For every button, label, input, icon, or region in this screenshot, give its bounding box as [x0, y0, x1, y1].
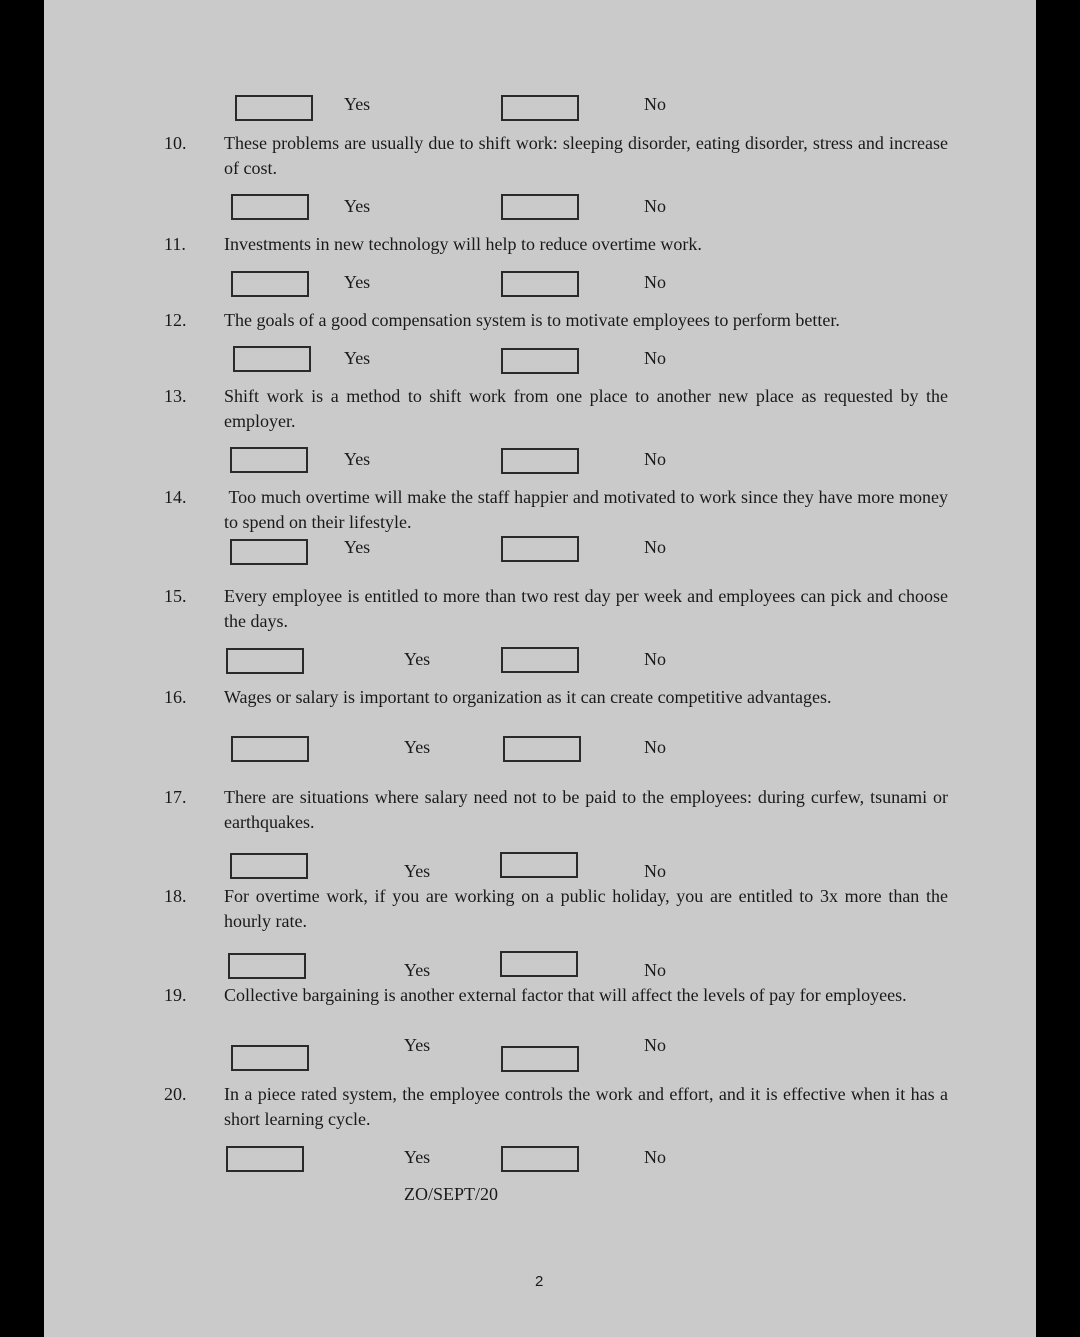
- footer-code: ZO/SEPT/20: [404, 1184, 499, 1204]
- q10-yes-checkbox[interactable]: [231, 194, 309, 220]
- question-15: [164, 584, 948, 634]
- question-12: [164, 308, 948, 333]
- question-19: [164, 983, 948, 1008]
- q10-yes-label: Yes: [344, 196, 371, 216]
- question-16-text: Wages or salary is important to organization as it can create competitive advantages.: [224, 687, 832, 707]
- question-17-number: 17.: [164, 787, 187, 807]
- q12-yes-label: Yes: [344, 348, 371, 368]
- question-19-text: Collective bargaining is another external factor that will affect the levels of pay for employees.: [224, 985, 907, 1005]
- q12-no-checkbox[interactable]: [501, 348, 579, 374]
- q17-no-label: No: [644, 861, 666, 881]
- q9-no-checkbox[interactable]: [501, 95, 579, 121]
- question-15-number: 15.: [164, 586, 187, 606]
- q12-yes-checkbox[interactable]: [233, 346, 311, 372]
- question-17: [164, 785, 948, 835]
- question-20: [164, 1082, 948, 1132]
- q20-no-label: No: [644, 1147, 666, 1167]
- q14-yes-checkbox[interactable]: [230, 539, 308, 565]
- q9-yes-label: Yes: [344, 94, 371, 114]
- question-10-text: These problems are usually due to shift work: sleeping disorder, eating disorder, stress and increase of cost.: [224, 133, 948, 178]
- q13-no-checkbox[interactable]: [501, 448, 579, 474]
- question-15-text: Every employee is entitled to more than two rest day per week and employees can pick and choose the days.: [224, 586, 948, 631]
- q18-no-label: No: [644, 960, 666, 980]
- q13-yes-checkbox[interactable]: [230, 447, 308, 473]
- q20-no-checkbox[interactable]: [501, 1146, 579, 1172]
- q16-yes-label: Yes: [404, 737, 431, 757]
- q13-yes-label: Yes: [344, 449, 371, 469]
- q18-no-checkbox[interactable]: [500, 951, 578, 977]
- q18-yes-label: Yes: [404, 960, 431, 980]
- question-16: [164, 685, 948, 710]
- q13-no-label: No: [644, 449, 666, 469]
- q14-no-checkbox[interactable]: [501, 536, 579, 562]
- q10-no-checkbox[interactable]: [501, 194, 579, 220]
- q12-no-label: No: [644, 348, 666, 368]
- q9-no-label: No: [644, 94, 666, 114]
- question-18-number: 18.: [164, 886, 187, 906]
- question-10-number: 10.: [164, 133, 187, 153]
- q16-no-checkbox[interactable]: [503, 736, 581, 762]
- q11-no-checkbox[interactable]: [501, 271, 579, 297]
- q17-yes-label: Yes: [404, 861, 431, 881]
- question-11-text: Investments in new technology will help to reduce overtime work.: [224, 234, 702, 254]
- q18-yes-checkbox[interactable]: [228, 953, 306, 979]
- q17-yes-checkbox[interactable]: [230, 853, 308, 879]
- question-18: [164, 884, 948, 934]
- q11-yes-label: Yes: [344, 272, 371, 292]
- question-16-number: 16.: [164, 687, 187, 707]
- question-13-text: Shift work is a method to shift work from one place to another new place as requested by the employer.: [224, 386, 948, 431]
- q15-no-label: No: [644, 649, 666, 669]
- q15-yes-checkbox[interactable]: [226, 648, 304, 674]
- q16-no-label: No: [644, 737, 666, 757]
- q17-no-checkbox[interactable]: [500, 852, 578, 878]
- question-17-text: There are situations where salary need not to be paid to the employees: during curfew, tsunami or earthquakes.: [224, 787, 948, 832]
- question-19-number: 19.: [164, 985, 187, 1005]
- q20-yes-label: Yes: [404, 1147, 431, 1167]
- q20-yes-checkbox[interactable]: [226, 1146, 304, 1172]
- q15-yes-label: Yes: [404, 649, 431, 669]
- q19-no-checkbox[interactable]: [501, 1046, 579, 1072]
- q14-no-label: No: [644, 537, 666, 557]
- question-11-number: 11.: [164, 234, 186, 254]
- question-20-number: 20.: [164, 1084, 187, 1104]
- q11-no-label: No: [644, 272, 666, 292]
- q11-yes-checkbox[interactable]: [231, 271, 309, 297]
- question-14-text: Too much overtime will make the staff happier and motivated to work since they have more money to spend on their lifestyle.: [224, 487, 948, 532]
- question-10: [164, 131, 948, 181]
- q14-yes-label: Yes: [344, 537, 371, 557]
- q19-yes-checkbox[interactable]: [231, 1045, 309, 1071]
- q10-no-label: No: [644, 196, 666, 216]
- question-12-number: 12.: [164, 310, 187, 330]
- q19-no-label: No: [644, 1035, 666, 1055]
- question-13-number: 13.: [164, 386, 187, 406]
- question-14: [164, 485, 948, 535]
- q9-yes-checkbox[interactable]: [235, 95, 313, 121]
- question-14-number: 14.: [164, 487, 187, 507]
- page-number: 2: [535, 1273, 544, 1290]
- question-11: [164, 232, 948, 257]
- question-18-text: For overtime work, if you are working on a public holiday, you are entitled to 3x more than the hourly rate.: [224, 886, 948, 931]
- question-12-text: The goals of a good compensation system is to motivate employees to perform better.: [224, 310, 840, 330]
- q19-yes-label: Yes: [404, 1035, 431, 1055]
- q15-no-checkbox[interactable]: [501, 647, 579, 673]
- question-20-text: In a piece rated system, the employee controls the work and effort, and it is effective when it has a short learning cycle.: [224, 1084, 948, 1129]
- question-13: [164, 384, 948, 434]
- q16-yes-checkbox[interactable]: [231, 736, 309, 762]
